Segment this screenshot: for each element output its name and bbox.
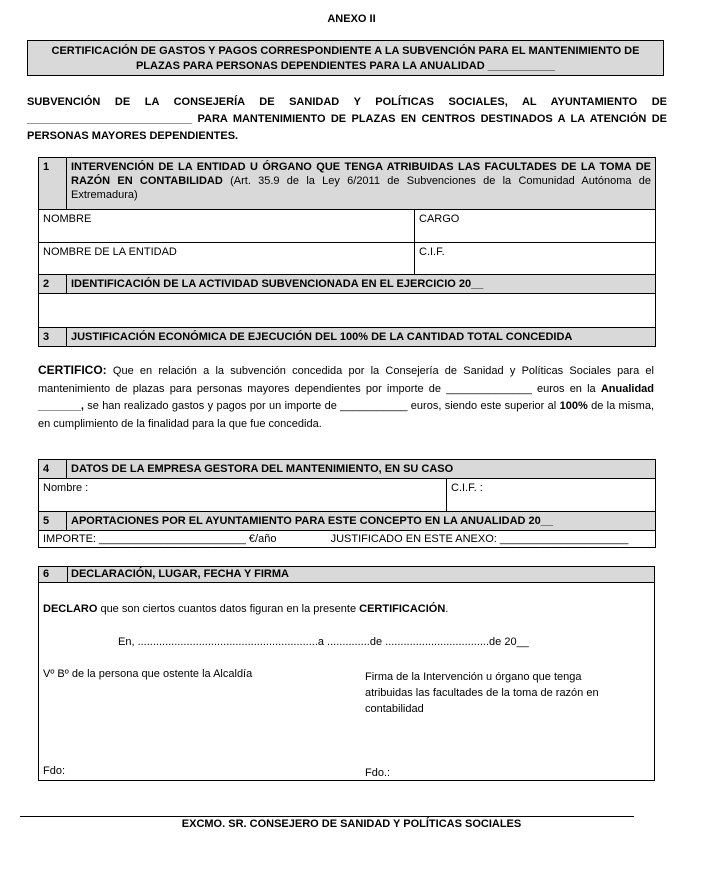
section-3-number: 3 bbox=[39, 328, 67, 347]
intro-line-2: ___________________________ PARA MANTENIMIENTO DE PLAZAS EN CENTROS DESTINADOS A LA ATENCIÓN DE bbox=[27, 113, 667, 125]
certifico-text-2: se han realizado gastos y pagos por un importe de ___________ euros, siendo este superior al bbox=[83, 400, 560, 412]
cif-field[interactable] bbox=[415, 243, 656, 275]
section-6-title: DECLARACIÓN, LUGAR, FECHA Y FIRMA bbox=[71, 568, 289, 580]
annex-title: ANEXO II bbox=[327, 13, 376, 25]
certifico-paragraph bbox=[38, 362, 654, 433]
empresa-nombre-field[interactable] bbox=[39, 479, 447, 512]
section-4-number: 4 bbox=[39, 460, 67, 479]
section-2-number: 2 bbox=[39, 275, 67, 294]
certifico-text-1: Que en relación a la subvención concedida por la Consejería de Sanidad y Políticas Sociales para el mantenimiento de plazas para personas mayores dependientes por importe de ______________ euros en la bbox=[38, 365, 654, 395]
subsidy-intro bbox=[27, 94, 667, 145]
percent-value: 100% bbox=[559, 400, 588, 412]
declaro-label: DECLARO bbox=[43, 603, 98, 615]
nombre-label: NOMBRE bbox=[43, 213, 92, 225]
certifico-label: CERTIFICO: bbox=[38, 363, 107, 377]
aportaciones-row[interactable] bbox=[39, 531, 656, 548]
certificacion-label: CERTIFICACIÓN bbox=[359, 603, 446, 615]
header-line-2: PLAZAS PARA PERSONAS DEPENDIENTES PARA LA ANUALIDAD ___________ bbox=[135, 60, 556, 72]
section-1-title bbox=[67, 158, 656, 210]
empresa-cif-label: C.I.F. : bbox=[451, 482, 483, 494]
declaro-period: . bbox=[445, 603, 449, 615]
section-6-number: 6 bbox=[43, 568, 50, 580]
section-1-number: 1 bbox=[39, 158, 67, 210]
section-4-title: DATOS DE LA EMPRESA GESTORA DEL MANTENIMIENTO, EN SU CASO bbox=[67, 460, 656, 479]
section-2-title: IDENTIFICACIÓN DE LA ACTIVIDAD SUBVENCIONADA EN EL EJERCICIO 20__ bbox=[67, 275, 656, 294]
fdo-alcaldia[interactable]: Fdo: bbox=[43, 765, 66, 777]
section-3-title: JUSTIFICACIÓN ECONÓMICA DE EJECUCIÓN DEL 100% DE LA CANTIDAD TOTAL CONCEDIDA bbox=[67, 328, 656, 347]
empresa-cif-field[interactable] bbox=[447, 479, 656, 512]
place-date-line[interactable]: En, ...........................................................a ..............de ..................................de 20__ bbox=[118, 636, 529, 648]
fdo-intervencion[interactable]: Fdo.: bbox=[365, 767, 391, 779]
certifico-text-3: de la misma, en cumplimiento de la finalidad para la que fue concedida. bbox=[38, 400, 654, 430]
section-5-title: APORTACIONES POR EL AYUNTAMIENTO PARA ESTE CONCEPTO EN LA ANUALIDAD 20__ bbox=[67, 512, 656, 531]
intro-line-3: PERSONAS MAYORES DEPENDIENTES. bbox=[27, 130, 239, 142]
section-1-title-rest: (Art. 35.9 de la Ley 6/2011 de Subvenciones de la Comunidad Autónoma de Extremadura) bbox=[71, 175, 652, 201]
nombre-field[interactable] bbox=[39, 210, 415, 243]
recipient-footer: EXCMO. SR. CONSEJERO DE SANIDAD Y POLÍTICAS SOCIALES bbox=[181, 818, 522, 830]
intro-line-1: SUBVENCIÓN DE LA CONSEJERÍA DE SANIDAD Y POLÍTICAS SOCIALES, AL AYUNTAMIENTO DE bbox=[27, 96, 667, 108]
importe-field[interactable]: IMPORTE: ________________________ €/año bbox=[43, 533, 277, 545]
section-6-header bbox=[38, 566, 655, 583]
sections-1-3-table bbox=[38, 157, 656, 347]
certification-header bbox=[27, 40, 664, 76]
footer-divider bbox=[20, 816, 634, 817]
empresa-nombre-label: Nombre : bbox=[43, 482, 89, 494]
declaro-text: que son ciertos cuantos datos figuran en la presente bbox=[97, 603, 360, 615]
section-5-number: 5 bbox=[39, 512, 67, 531]
justificado-field[interactable]: JUSTIFICADO EN ESTE ANEXO: _____________________ bbox=[330, 533, 629, 545]
activity-field[interactable] bbox=[39, 294, 656, 328]
cargo-label: CARGO bbox=[419, 213, 460, 225]
cif-label: C.I.F. bbox=[419, 246, 445, 258]
declaro-line bbox=[43, 603, 448, 615]
anualidad-label: Anualidad _______, bbox=[38, 382, 654, 412]
nombre-entidad-field[interactable] bbox=[39, 243, 415, 275]
vobo-alcaldia: Vº Bº de la persona que ostente la Alcaldía bbox=[43, 668, 253, 680]
section-1-title-bold: INTERVENCIÓN DE LA ENTIDAD U ÓRGANO QUE TENGA ATRIBUIDAS LAS FACULTADES DE LA TOMA DE RAZÓN EN CONTABILIDAD bbox=[71, 161, 652, 187]
header-line-1: CERTIFICACIÓN DE GASTOS Y PAGOS CORRESPONDIENTE A LA SUBVENCIÓN PARA EL MANTENIMIENTO DE bbox=[51, 45, 640, 57]
nombre-entidad-label: NOMBRE DE LA ENTIDAD bbox=[43, 246, 177, 258]
sections-4-5-table bbox=[38, 459, 656, 548]
firma-intervencion: Firma de la Intervención u órgano que tenga atribuidas las facultades de la toma de razón en contabilidad bbox=[365, 671, 599, 715]
cargo-field[interactable] bbox=[415, 210, 656, 243]
